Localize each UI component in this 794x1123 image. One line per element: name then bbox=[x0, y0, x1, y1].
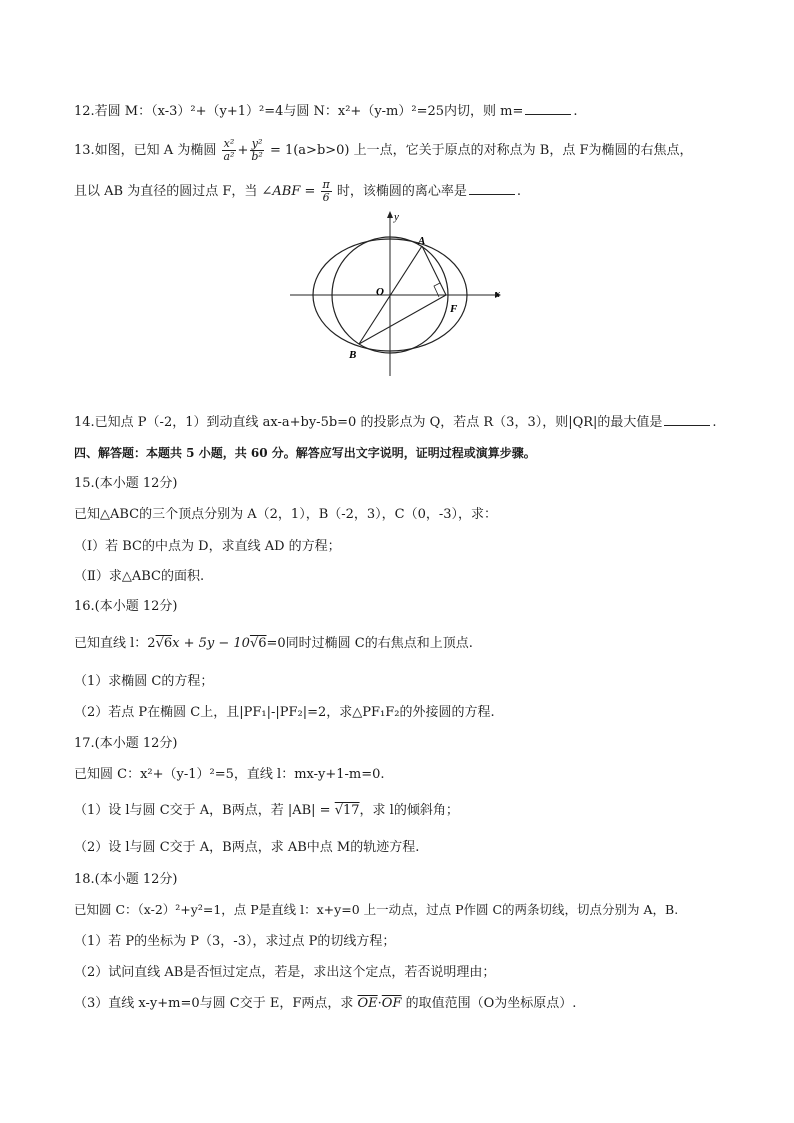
x-label: x bbox=[495, 288, 500, 300]
frac-den: 6 bbox=[322, 191, 330, 204]
q17-stem: 已知圆 C：x²+（y-1）²=5，直线 l：mx-y+1-m=0. bbox=[74, 767, 385, 782]
q16-part2: （2）若点 P在椭圆 C上，且|PF₁|-|PF₂|=2，求△PF₁F₂的外接圆的方程. bbox=[74, 705, 495, 720]
question-13-line2 bbox=[74, 178, 724, 206]
vector-of: $\overline{OF}$ bbox=[381, 996, 402, 1011]
q16-part1: （1）求椭圆 C的方程； bbox=[74, 674, 214, 689]
q15-head: 15.(本小题 12分) bbox=[74, 476, 178, 491]
answer-blank bbox=[664, 413, 710, 426]
question-13-line1 bbox=[74, 138, 724, 164]
sqrt-6: √6 bbox=[249, 636, 267, 651]
y-label: y bbox=[394, 211, 399, 223]
y-axis-arrow bbox=[387, 211, 393, 218]
dot-product: · bbox=[377, 996, 382, 1011]
frac-num: y² bbox=[251, 137, 263, 150]
q17-part1-b: ，求 l的倾斜角； bbox=[359, 803, 459, 818]
frac-den: b² bbox=[251, 150, 263, 163]
plus-sign: + bbox=[237, 143, 249, 158]
frac-den: a² bbox=[223, 150, 235, 163]
q18-part3-a: （3）直线 x-y+m=0与圆 C交于 E，F两点，求 bbox=[74, 996, 354, 1011]
q13-line2-a: 且以 AB 为直径的圆过点 F，当 bbox=[74, 184, 258, 199]
q17-part2: （2）设 l与圆 C交于 A，B两点，求 AB中点 M的轨迹方程. bbox=[74, 840, 420, 855]
q14-period: . bbox=[712, 415, 717, 430]
q18-part3 bbox=[74, 994, 724, 1014]
vector-oe: $\overline{OE}$ bbox=[357, 996, 378, 1011]
q17-part1 bbox=[74, 801, 724, 821]
q13-text-b: = 1(a>b>0) 上一点，它关于原点的对称点为 B，点 F为椭圆的右焦点， bbox=[269, 143, 693, 158]
answer-blank bbox=[525, 102, 571, 115]
section-heading: 四、解答题：本题共 5 小题，共 60 分。解答应写出文字说明，证明过程或演算步骤。 bbox=[74, 446, 536, 460]
q18-stem: 已知圆 C：（x-2）²+y²=1，点 P是直线 l：x+y=0 上一动点，过点 P作圆 C的两条切线，切点分别为 A，B. bbox=[74, 902, 679, 917]
q18-head: 18.(本小题 12分) bbox=[74, 872, 178, 887]
question-14 bbox=[74, 413, 724, 433]
question-12 bbox=[74, 102, 724, 122]
q15-part2: （Ⅱ）求△ABC的面积. bbox=[74, 569, 205, 584]
q13-line2-b: 时，该椭圆的离心率是 bbox=[336, 184, 467, 199]
point-a-label: A bbox=[418, 235, 426, 247]
point-b-label: B bbox=[349, 349, 357, 361]
fraction-x2-a2 bbox=[221, 138, 236, 163]
origin-label: O bbox=[376, 286, 384, 298]
q15-stem: 已知△ABC的三个顶点分别为 A（2，1），B（-2，3），C（0，-3），求： bbox=[74, 507, 498, 522]
q16-head: 16.(本小题 12分) bbox=[74, 599, 178, 614]
q12-period: . bbox=[573, 104, 578, 119]
q16-stem-a: 已知直线 l：2 bbox=[74, 636, 156, 651]
sqrt-6: √6 bbox=[155, 636, 173, 651]
q18-part3-b: 的取值范围（O为坐标原点）. bbox=[405, 996, 577, 1011]
q16-stem bbox=[74, 634, 724, 654]
q16-stem-c: =0同时过椭圆 C的右焦点和上顶点. bbox=[266, 636, 473, 651]
answer-blank bbox=[469, 182, 515, 195]
q17-head: 17.(本小题 12分) bbox=[74, 736, 178, 751]
sqrt-17: √17 bbox=[334, 803, 360, 818]
point-f-label: F bbox=[450, 303, 458, 315]
q14-text: 14.已知点 P（-2，1）到动直线 ax-a+by-5b=0 的投影点为 Q，若点 R（3，3），则|QR|的最大值是 bbox=[74, 415, 663, 430]
fraction-pi-6 bbox=[321, 179, 332, 204]
fraction-y2-b2 bbox=[249, 138, 264, 163]
q12-text: 12.若圆 M：（x-3）²+（y+1）²=4与圆 N：x²+（y-m）²=25内切，则 m= bbox=[74, 104, 524, 119]
angle-abf: ∠ABF = bbox=[261, 184, 316, 199]
q17-part1-a: （1）设 l与圆 C交于 A，B两点，若 |AB| = bbox=[74, 803, 335, 818]
q18-part1: （1）若 P的坐标为 P（3，-3），求过点 P的切线方程； bbox=[74, 934, 396, 949]
segment-bf bbox=[359, 295, 446, 344]
frac-num: π bbox=[322, 178, 330, 191]
q13-text-a: 13.如图，已知 A 为椭圆 bbox=[74, 143, 217, 158]
frac-num: x² bbox=[223, 137, 235, 150]
ellipse-circle-figure bbox=[290, 206, 505, 378]
q13-period: . bbox=[516, 184, 522, 199]
q18-part2: （2）试问直线 AB是否恒过定点，若是，求出这个定点，若否说明理由； bbox=[74, 965, 496, 980]
q16-stem-b: x + 5y − 10 bbox=[172, 636, 250, 651]
q15-part1: （Ⅰ）若 BC的中点为 D，求直线 AD 的方程； bbox=[74, 539, 341, 554]
